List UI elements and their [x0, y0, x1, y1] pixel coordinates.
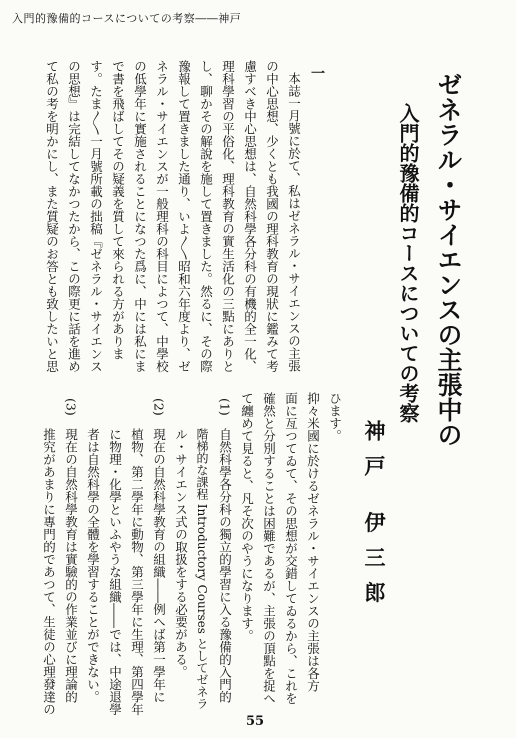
body-column: 慮すべき中心思想は、自然科學各分科の有機的全一化、 [242, 60, 258, 373]
body-column: の中心思想、少くとも我國の理科教育の現狀に鑑みて考 [264, 60, 280, 373]
page-number: 55 [246, 714, 265, 729]
body-column: 推究があまりに專門的であつて、生徒の心理發達の [41, 428, 57, 716]
body-column: ひます。 [327, 392, 343, 442]
body-column: 確然と分別することは困難であるが、主張の頂點を捉へ [261, 392, 277, 705]
body-column: 者は自然科學の全體を學習することができない。 [85, 428, 101, 703]
section-number: 一 [309, 66, 325, 80]
body-column: (2) 現在の自然科學教育の組織――例へば第一學年に [151, 398, 167, 704]
article-title-line1: ゼネラル・サイエンスの主張中の [434, 72, 463, 447]
body-column: て私の考を明かにし、また質疑のお答とも致したいと思 [44, 60, 60, 373]
body-column: す。たま〳〵一月號所載の拙稿『ゼネラル・サイエンス [88, 60, 104, 373]
body-column: て纏めて見ると、凡そ次のやうになります。 [239, 392, 255, 642]
body-column: 階梯的な課程 Introductory Courses としてゼネラ [195, 428, 209, 710]
body-column: 豫報して置きました通り、いよ〳〵昭和六年度より、ゼ [176, 60, 192, 373]
body-column: 植物、第二學年に動物、第三學年に生理、第四學年 [129, 428, 145, 716]
running-header: 入門的豫備的コースについての考察――神戸 [12, 12, 242, 25]
body-column: 面に亙つてゐて、その思想が交錯してゐるから、これを [283, 392, 299, 705]
author-name: 神戸 伊三郎 [362, 420, 387, 617]
body-column: ネラル・サイエンスが一般理科の科目によつて、中學校 [154, 60, 170, 373]
body-column: し、聊かその解說を施して置きました。然るに、その際 [198, 60, 214, 373]
body-column: で書を飛ばしてその疑義を質して來られる方がありま [110, 60, 126, 360]
body-column: (3) 現在の自然科學教育は實驗的の作業並びに理論的 [63, 398, 79, 704]
body-column: の思想』は完結してなかつたから、この際更に話を進め [66, 60, 82, 373]
body-column: の低學年に實施されることになつた爲に、中には私にま [132, 60, 148, 373]
body-column: (1) 自然科學各分科の獨立的學習に入る豫備的入門的 [217, 398, 233, 704]
body-column: 本誌一月號に於て、私はゼネラル・サイエンスの主張 [286, 72, 302, 372]
body-column: ル・サイエンス式の取扱をする必要がある。 [173, 428, 189, 678]
body-column: 理科學習の平俗化、理科教育の實生活化の三點にありと [220, 60, 236, 373]
body-column: 抑々米國に於けるゼネラル・サイエンスの主張は各方 [305, 392, 321, 692]
article-title-line2: 入門的豫備的コースについての考察 [396, 103, 420, 423]
body-column: に物理・化學といふやうな組織――では、中途退學 [107, 428, 123, 716]
